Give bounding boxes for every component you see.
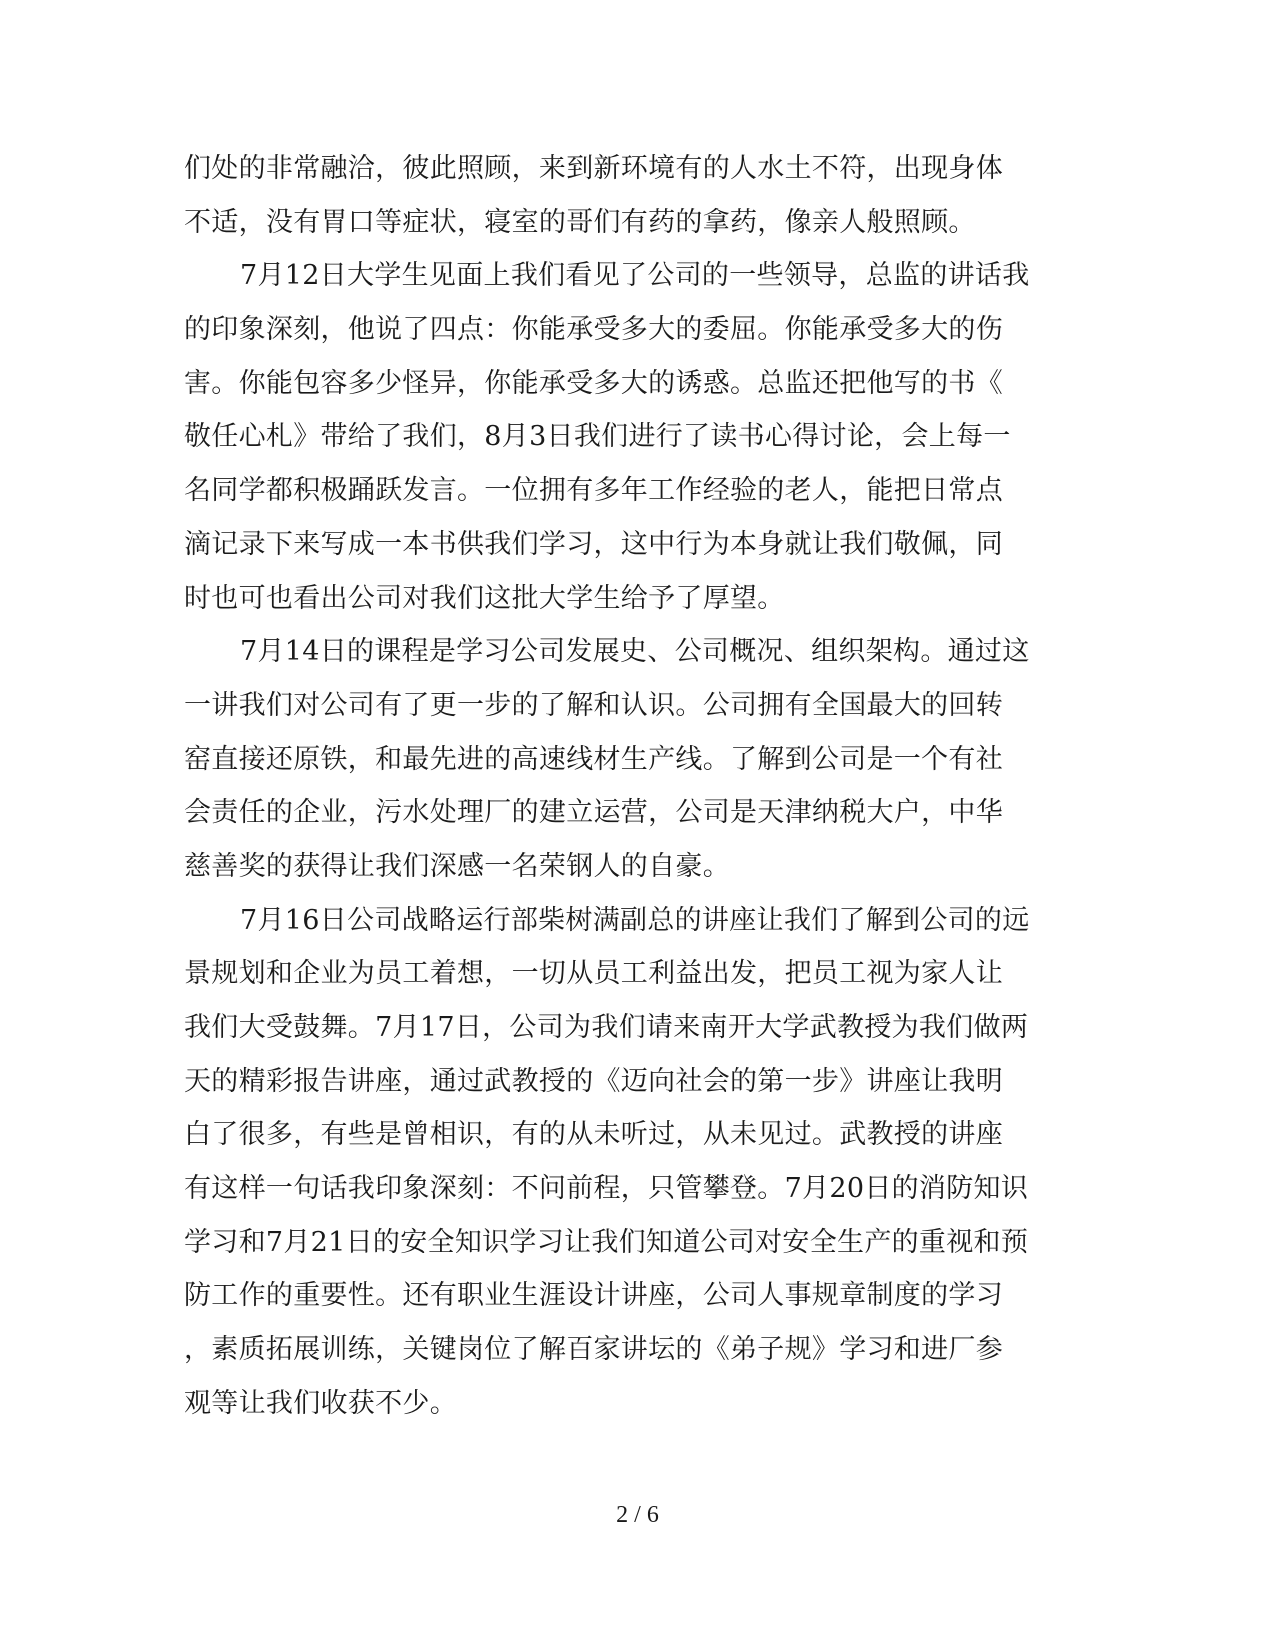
paragraph-start-line: 7月16日公司战略运行部柴树满副总的讲座让我们了解到公司的远 (240, 904, 1030, 936)
text-line: 景规划和企业为员工着想，一切从员工利益出发，把员工视为家人让 (184, 958, 1003, 990)
text-line: 观等让我们收获不少。 (184, 1387, 457, 1419)
text-line: 窑直接还原铁，和最先进的高速线材生产线。了解到公司是一个有社 (184, 743, 1003, 775)
text-line: 的印象深刻，他说了四点：你能承受多大的委屈。你能承受多大的伤 (184, 314, 1003, 346)
text-line: 白了很多，有些是曾相识，有的从未听过，从未见过。武教授的讲座 (184, 1119, 1003, 1151)
document-body (184, 142, 1044, 1431)
text-line: 我们大受鼓舞。7月17日，公司为我们请来南开大学武教授为我们做两 (184, 1012, 1029, 1043)
text-line: 不适，没有胃口等症状，寝室的哥们有药的拿药，像亲人般照顾。 (184, 206, 976, 238)
text-line: 名同学都积极踊跃发言。一位拥有多年工作经验的老人，能把日常点 (184, 475, 1003, 507)
text-line: 有这样一句话我印象深刻：不问前程，只管攀登。7月20日的消防知识 (184, 1173, 1029, 1205)
text-line: 们处的非常融洽，彼此照顾，来到新环境有的人水土不符，出现身体 (184, 153, 1003, 184)
paragraph-start-line: 7月14日的课程是学习公司发展史、公司概况、组织架构。通过这 (240, 636, 1030, 668)
text-line: 会责任的企业，污水处理厂的建立运营，公司是天津纳税大户，中华 (184, 797, 1003, 829)
text-line: 一讲我们对公司有了更一步的了解和认识。公司拥有全国最大的回转 (184, 689, 1003, 721)
text-line: 时也可也看出公司对我们这批大学生给予了厚望。 (184, 582, 785, 614)
page-number: 2 / 6 (616, 1502, 659, 1528)
text-line: 天的精彩报告讲座，通过武教授的《迈向社会的第一步》讲座让我明 (184, 1065, 1003, 1097)
text-line: 敬任心札》带给了我们，8月3日我们进行了读书心得讨论，会上每一 (184, 421, 1011, 453)
text-line: 害。你能包容多少怪异，你能承受多大的诱惑。总监还把他写的书《 (184, 367, 1003, 399)
paragraph-start-line: 7月12日大学生见面上我们看见了公司的一些领导，总监的讲话我 (240, 260, 1030, 292)
text-line: 滴记录下来写成一本书供我们学习，这中行为本身就让我们敬佩，同 (184, 528, 1003, 560)
text-line: 学习和7月21日的安全知识学习让我们知道公司对安全生产的重视和预 (184, 1226, 1029, 1258)
text-line: ，素质拓展训练，关键岗位了解百家讲坛的《弟子规》学习和进厂参 (184, 1334, 1003, 1366)
text-line: 防工作的重要性。还有职业生涯设计讲座，公司人事规章制度的学习 (184, 1280, 1003, 1312)
text-line: 慈善奖的获得让我们深感一名荣钢人的自豪。 (184, 850, 730, 882)
